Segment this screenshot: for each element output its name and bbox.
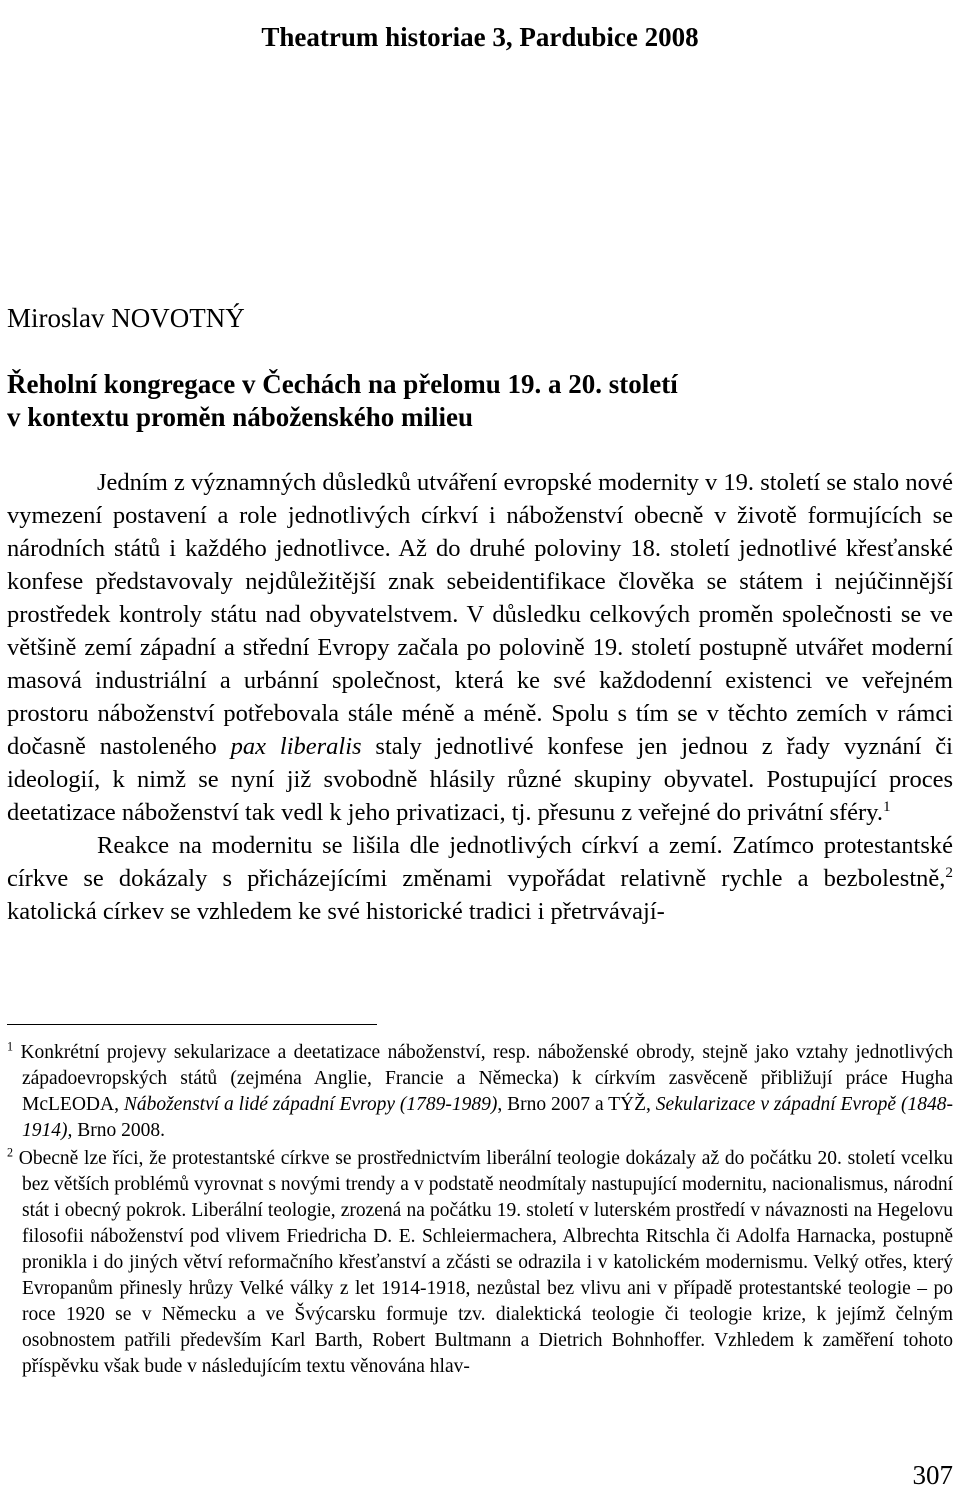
paragraph-1-text-a: Jedním z významných důsledků utváření evropské modernity v 19. století se stalo nové vymezení postavení a role jednotlivých církví i náboženství obecně v životě formujících se národních států i každého jednotlivce. Až do druhé poloviny 18. století jednotlivé křesťanské konfese představovaly nejdůležitější znak sebeidentifikace člověka se státem i nejúčinnější prostředek kontroly státu nad obyvatelstvem. V důsledku celkových proměn společnosti se ve většině zemí západní a střední Evropy začala po polovině 19. století postupně utvářet moderní masová industriální a urbánní společnost, která ke své každodenní existenci ve veřejném prostoru náboženství potřebovala stále méně a méně. Spolu s tím se v těchto zemích v rámci dočasně nastoleného — [7, 469, 953, 760]
footnote-divider — [7, 1024, 377, 1025]
footnote-ref-1[interactable]: 1 — [882, 797, 891, 815]
footnote-ref-2[interactable]: 2 — [945, 863, 953, 881]
footnote-1-number: 1 — [7, 1039, 14, 1054]
title-line-2: v kontextu proměn náboženského milieu — [7, 402, 474, 432]
body-text — [7, 466, 953, 928]
footnote-1-text-b: , Brno 2007 a TÝŽ, — [497, 1094, 656, 1115]
footnote-2 — [7, 1146, 953, 1380]
author-name: Miroslav NOVOTNÝ — [7, 303, 245, 333]
paragraph-1-italic: pax liberalis — [230, 733, 362, 760]
article-title — [7, 368, 678, 434]
footnote-1-italic-b: Sekularizace v západní Evropě (1848-1914), — [22, 1094, 953, 1141]
paragraph-1 — [7, 466, 953, 829]
footnote-1-text-c: Brno 2008. — [72, 1120, 165, 1141]
footnote-1-italic-a: Náboženství a lidé západní Evropy (1789-1989) — [123, 1094, 498, 1115]
page-number: 307 — [912, 1460, 953, 1490]
paragraph-2-text-b: katolická církev se vzhledem ke své historické tradici i přetrvávají- — [7, 898, 665, 925]
footnote-1 — [7, 1040, 953, 1144]
footnotes — [7, 1040, 953, 1382]
footnote-1-text-a: Konkrétní projevy sekularizace a deetatizace náboženství, resp. náboženské obrody, stejně jako vztahy jednotlivých západoevropských států (zejména Anglie, Francie a Německa) k církvím zasvěceně přibližují práce Hugha McLEODA, — [20, 1042, 953, 1115]
footnote-2-text: Obecně lze říci, že protestantské církve se prostřednictvím liberální teologie dokázaly až do počátku 20. století vcelku bez větších problémů vyrovnat s novými trendy a v podstatě neodmítaly nastupující modernitu, nacionalismus, národní stát i obecný pokrok. Liberální teologie, zrozená na počátku 19. století v luterském prostředí v návaznosti na Hegelovu filosofii náboženství pod vlivem Friedricha D. E. Schleiermachera, Albrechta Ritschla či Adolfa Harnacka, postupně pronikla i do jiných větví reformačního křesťanství a zčásti se odrazila i v katolickém modernismu. Velký otřes, který Evropanům přinesly hrůzy Velké války z let 1914-1918, nezůstal bez vlivu ani v případě protestantské teologie – po roce 1920 se v Německu a ve Švýcarsku formuje tzv. dialektická teologie či teologie krize, k jejímž čelným osobnostem patřili především Karl Barth, Robert Bultmann a Dietrich Bohnhoffer. Vzhledem k zaměření tohoto příspěvku však bude v následujícím textu věnována hlav- — [18, 1148, 954, 1377]
title-line-1: Řeholní kongregace v Čechách na přelomu 19. a 20. století — [7, 369, 678, 399]
footnote-2-number: 2 — [7, 1145, 14, 1160]
running-header: Theatrum historiae 3, Pardubice 2008 — [261, 22, 699, 52]
paragraph-2 — [7, 829, 953, 928]
paragraph-2-text-a: Reakce na modernitu se lišila dle jednotlivých církví a zemí. Zatímco protestantské církve se dokázaly s přicházejícími změnami vypořádat relativně rychle a bezbolestně, — [7, 832, 953, 892]
paragraph-1-text-b: staly jednotlivé konfese jen jednou z řady vyznání či ideologií, k nimž se nyní již svobodně hlásily různé skupiny obyvatel. Postupující proces deetatizace náboženství tak vedl k jeho privatizaci, tj. přesunu z veřejné do privátní sféry. — [7, 733, 953, 826]
